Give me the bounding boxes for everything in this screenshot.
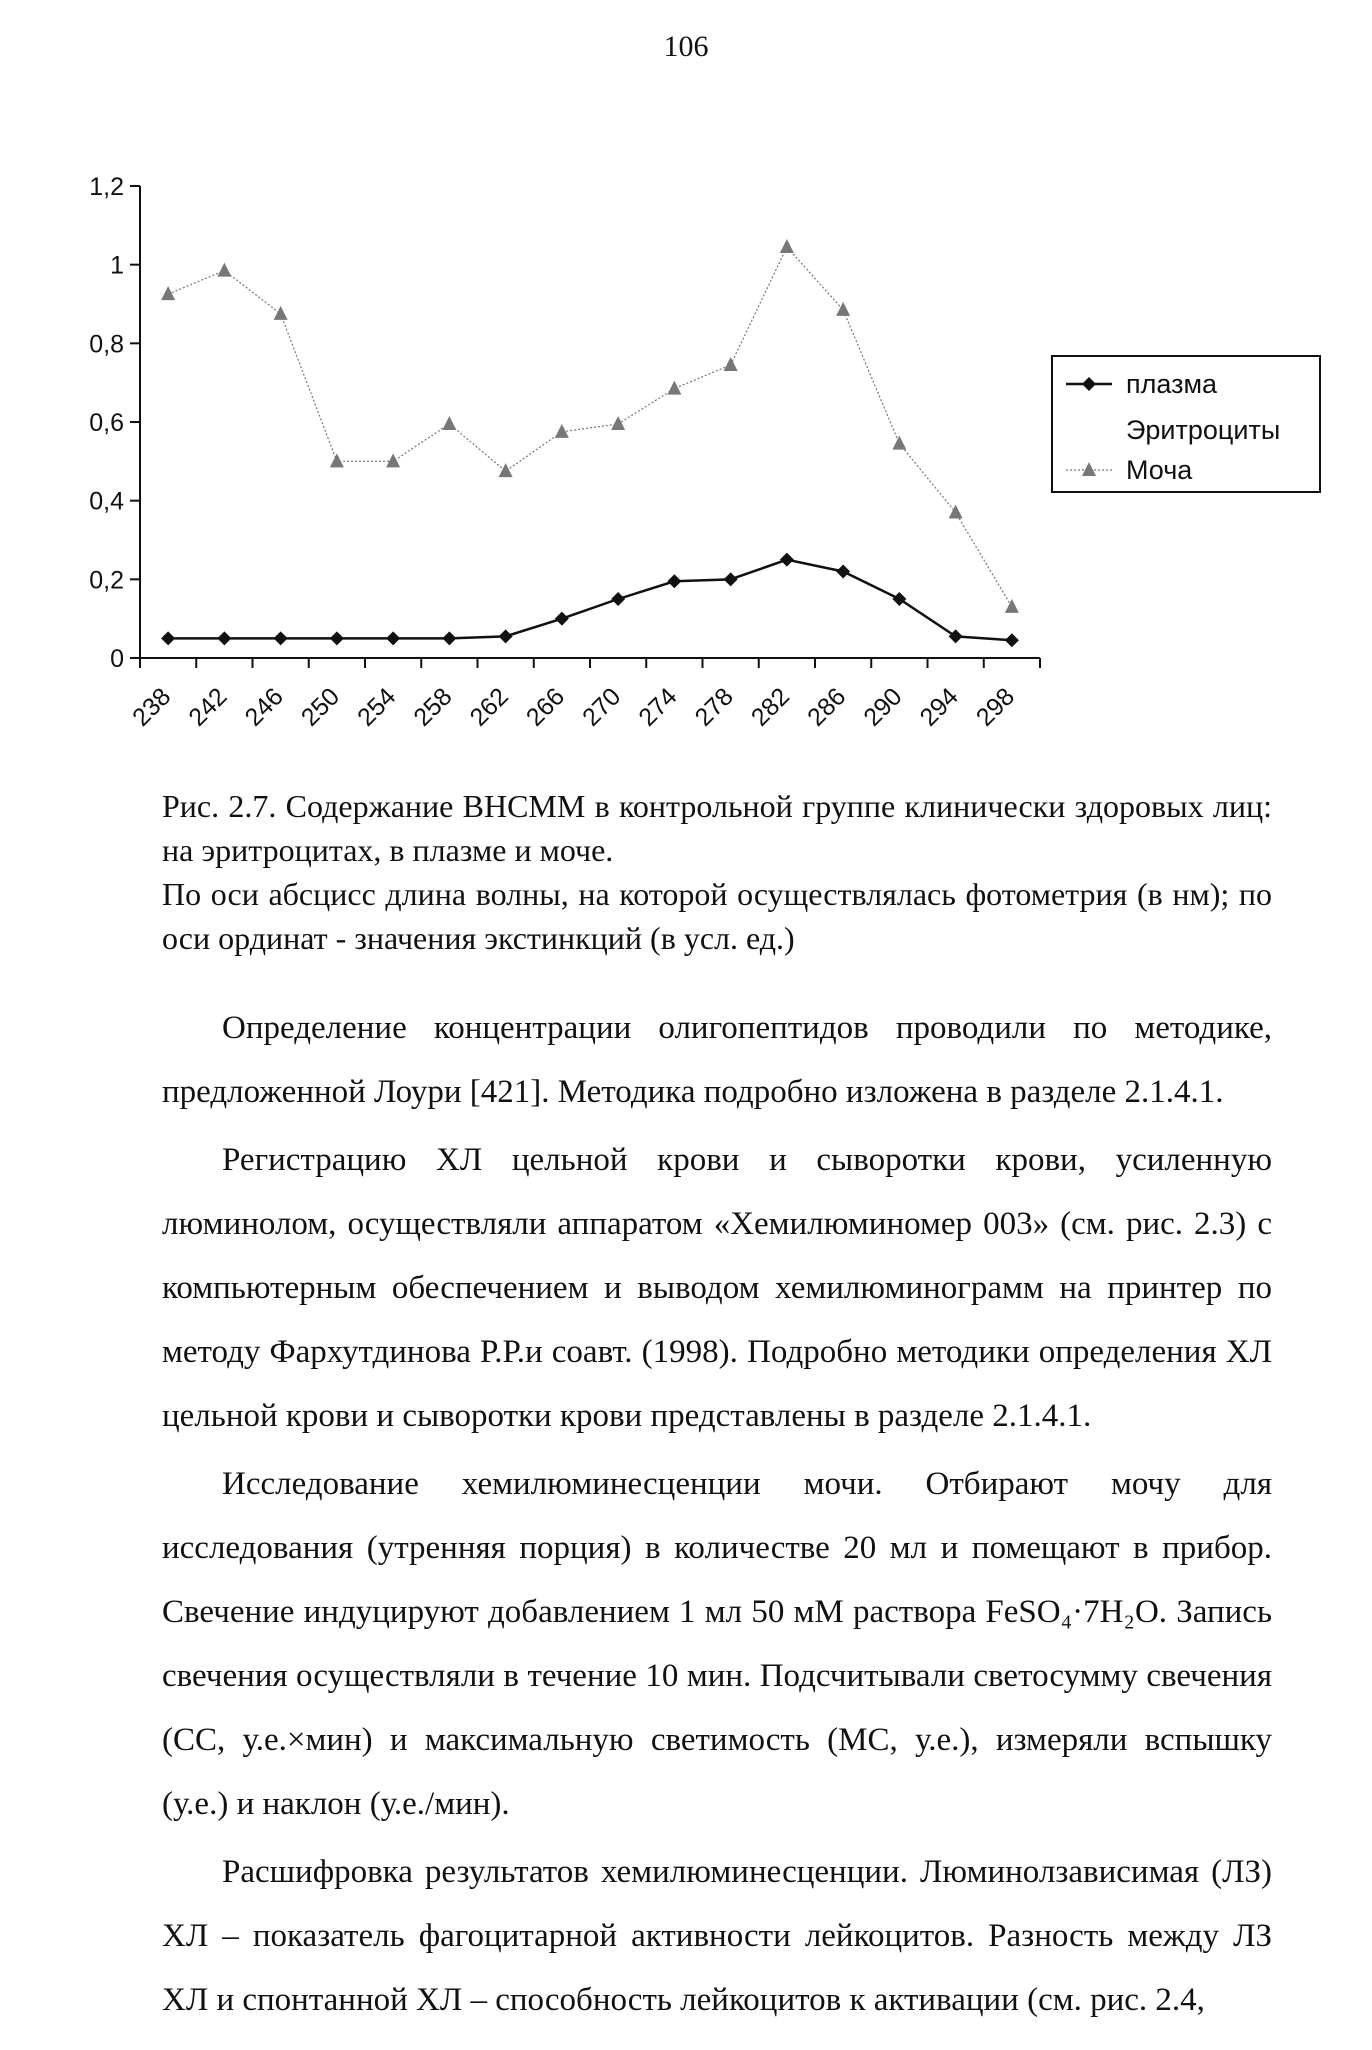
legend-label-plasma: плазма bbox=[1126, 369, 1218, 399]
data-point-urine bbox=[780, 239, 794, 253]
x-tick-label: 238 bbox=[127, 682, 177, 732]
paragraph-4: Расшифровка результатов хемилюминесценции. Люминолзависимая (ЛЗ) ХЛ – показатель фагоцитарной активности лейкоцитов. Разность между ЛЗ ХЛ и спонтанной ХЛ – способность лейкоцитов к активации (см. рис. 2.4, bbox=[162, 1854, 1272, 2018]
y-tick-label: 0,8 bbox=[89, 330, 124, 359]
data-point-plasma bbox=[724, 572, 738, 586]
x-tick-label: 246 bbox=[239, 682, 289, 732]
data-point-plasma bbox=[611, 592, 625, 606]
x-tick-label: 274 bbox=[633, 682, 683, 732]
paragraph-1: Определение концентрации олигопептидов проводили по методике, предложенной Лоури [421]. Методика подробно изложена в разделе 2.1.4.1. bbox=[162, 1010, 1272, 1110]
y-tick-label: 0 bbox=[110, 645, 124, 673]
data-point-plasma bbox=[442, 631, 456, 645]
legend-label-erythrocytes: Эритроциты bbox=[1126, 415, 1281, 445]
data-point-plasma bbox=[667, 574, 681, 588]
paragraph-3: Исследование хемилюминесценции мочи. Отбирают мочу для исследования (утренняя порция) в количестве 20 мл и помещают в прибор. Свечение индуцируют добавлением 1 мл 50 мМ раствора FeSO₄·7H₂O. Запись свечения осуществляли в течение 10 мин. Подсчитывали светосумму свечения (СС, у.е.×мин) и максимальную светимость (МС, у.е.), измеряли вспышку (у.е.) и наклон (у.е./мин). bbox=[162, 1466, 1272, 1822]
body-text bbox=[162, 996, 1272, 2036]
data-point-urine bbox=[217, 263, 231, 277]
data-point-plasma bbox=[780, 553, 794, 567]
data-point-urine bbox=[161, 286, 175, 300]
data-point-plasma bbox=[161, 631, 175, 645]
caption-line-1: Рис. 2.7. Содержание ВНСММ в контрольной группе клинически здоровых лиц: на эритроцитах, в плазме и моче. bbox=[162, 788, 1272, 868]
x-tick-label: 250 bbox=[295, 682, 346, 732]
chart-legend bbox=[1052, 356, 1320, 492]
data-point-urine bbox=[724, 357, 738, 371]
x-tick-label: 266 bbox=[520, 682, 571, 732]
x-tick-label: 270 bbox=[577, 682, 627, 732]
data-point-plasma bbox=[949, 629, 963, 643]
caption-line-2: По оси абсцисс длина волны, на которой осуществлялась фотометрия (в нм); по оси ординат - значения экстинкций (в усл. ед.) bbox=[162, 876, 1272, 956]
x-tick-labels bbox=[127, 682, 1020, 731]
y-tick-label: 1 bbox=[110, 251, 124, 280]
y-tick-label: 0,4 bbox=[89, 487, 124, 516]
x-tick-label: 286 bbox=[802, 682, 852, 732]
series-layer bbox=[161, 239, 1019, 647]
paragraph-2: Регистрацию ХЛ цельной крови и сыворотки крови, усиленную люминолом, осуществляли аппаратом «Хемилюминомер 003» (см. рис. 2.3) с компьютерным обеспечением и выводом хемилюминограмм на принтер по методу Фархутдинова Р.Р.и соавт. (1998). Подробно методики определения ХЛ цельной крови и сыворотки крови представлены в разделе 2.1.4.1. bbox=[162, 1142, 1272, 1434]
line-chart bbox=[0, 0, 1372, 780]
x-tick-label: 262 bbox=[464, 682, 514, 732]
data-point-plasma bbox=[892, 592, 906, 606]
figure-caption bbox=[162, 784, 1272, 960]
x-tick-label: 278 bbox=[689, 682, 739, 732]
legend-label-urine: Моча bbox=[1126, 455, 1193, 485]
data-point-plasma bbox=[217, 631, 231, 645]
chart-axes bbox=[130, 186, 1040, 668]
data-point-urine bbox=[892, 436, 906, 450]
data-point-urine bbox=[442, 416, 456, 430]
data-point-urine bbox=[836, 302, 850, 316]
y-tick-label: 0,2 bbox=[89, 566, 124, 595]
data-point-urine bbox=[667, 381, 681, 395]
x-tick-label: 258 bbox=[408, 682, 458, 732]
data-point-urine bbox=[386, 453, 400, 467]
data-point-urine bbox=[499, 463, 513, 477]
x-tick-label: 254 bbox=[352, 682, 402, 732]
data-point-plasma bbox=[499, 629, 513, 643]
x-tick-label: 298 bbox=[970, 682, 1021, 732]
series-line-2 bbox=[168, 247, 1012, 607]
y-tick-label: 1,2 bbox=[89, 173, 124, 201]
data-point-plasma bbox=[274, 631, 288, 645]
series-line-0 bbox=[168, 560, 1012, 641]
data-point-urine bbox=[330, 453, 344, 467]
x-tick-label: 242 bbox=[183, 682, 233, 732]
y-tick-label: 0,6 bbox=[89, 409, 124, 437]
data-point-urine bbox=[1005, 599, 1019, 613]
data-point-urine bbox=[611, 416, 625, 430]
data-point-plasma bbox=[330, 631, 344, 645]
x-tick-label: 294 bbox=[914, 682, 964, 732]
page-number: 106 bbox=[663, 30, 709, 63]
y-tick-labels bbox=[89, 173, 124, 673]
data-point-plasma bbox=[386, 631, 400, 645]
x-tick-label: 282 bbox=[745, 682, 796, 732]
data-point-urine bbox=[274, 306, 288, 320]
data-point-plasma bbox=[1005, 633, 1019, 647]
data-point-plasma bbox=[836, 564, 850, 578]
x-tick-label: 290 bbox=[858, 682, 908, 732]
data-point-plasma bbox=[555, 612, 569, 626]
